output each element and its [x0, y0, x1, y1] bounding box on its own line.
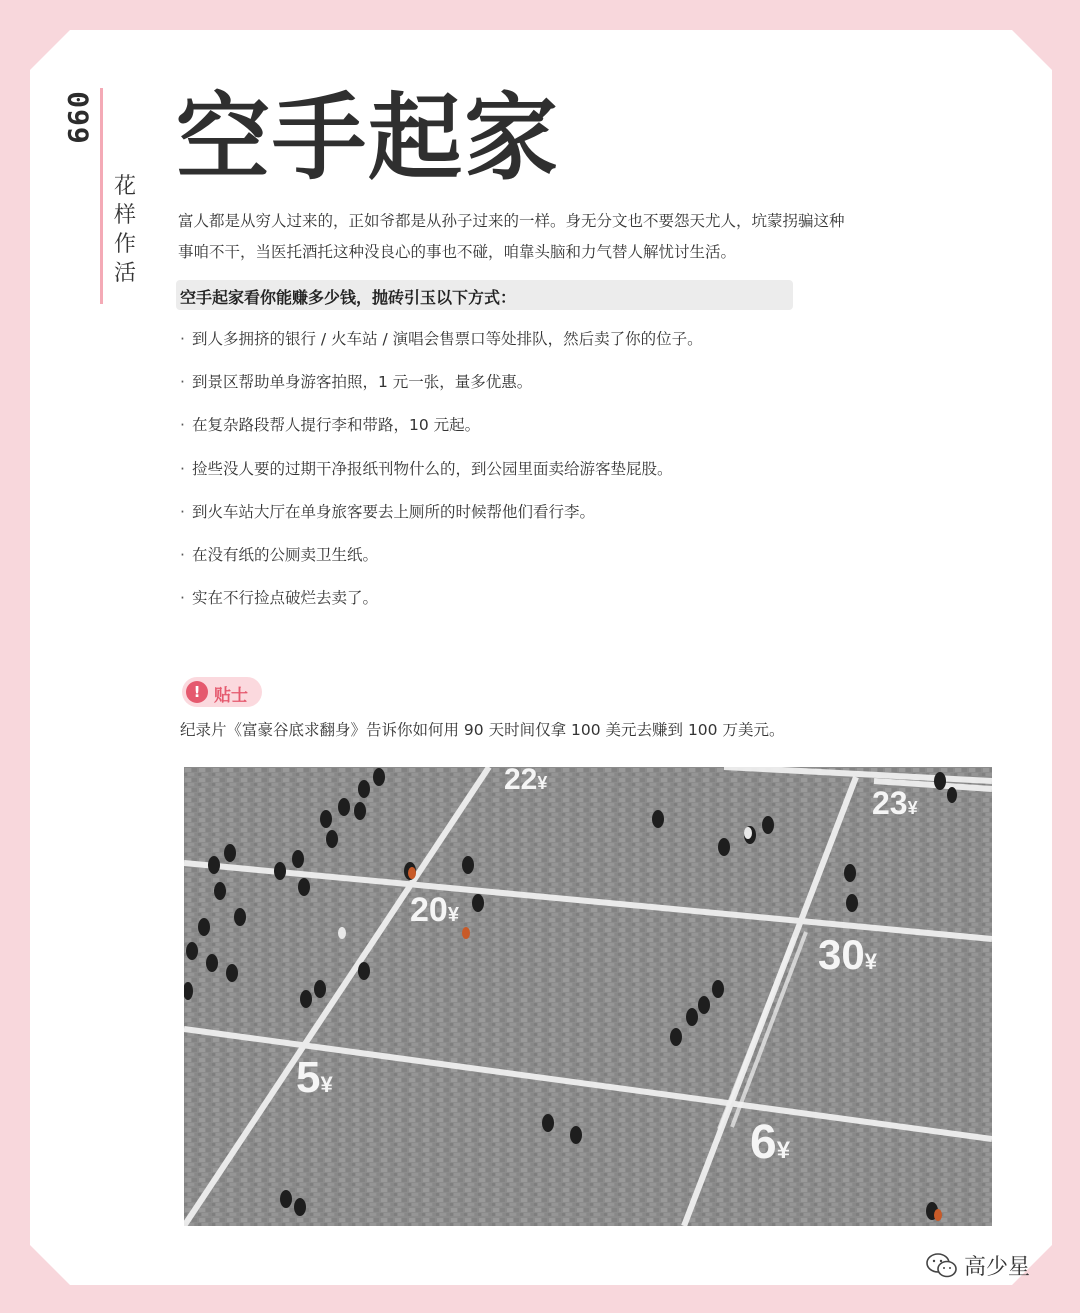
price-label: 6¥ [750, 1116, 791, 1169]
vertical-divider [100, 88, 103, 304]
price-label: 30¥ [818, 931, 877, 978]
pedestrians [184, 767, 992, 1226]
bullet-icon: · [180, 373, 185, 392]
bullet-icon: · [180, 589, 185, 608]
list-item: · 在没有纸的公厕卖卫生纸。 [180, 542, 703, 585]
price-label: 20¥ [410, 891, 459, 929]
page-title: 空手起家 [176, 84, 561, 193]
tip-text: 纪录片《富豪谷底求翻身》告诉你如何用 90 天时间仅拿 100 美元去赚到 100 万美元。 [180, 721, 785, 739]
page-number: 099 [61, 91, 95, 145]
price-label: 22¥ [504, 767, 548, 796]
wechat-icon [926, 1252, 958, 1280]
subhead-text: 空手起家看你能赚多少钱，抛砖引玉以下方式： [180, 288, 517, 307]
plaza-photo [184, 767, 992, 1226]
bullet-icon: · [180, 502, 185, 521]
intro-line: 富人都是从穷人过来的，正如爷都是从孙子过来的一样。身无分文也不要怨天尤人，坑蒙拐骗这种 [178, 212, 845, 230]
subhead-box [176, 280, 793, 310]
intro-line: 事咱不干，当医托酒托这种没良心的事也不碰，咱靠头脑和力气替人解忧讨生活。 [178, 243, 737, 261]
list-item: · 到人多拥挤的银行 / 火车站 / 演唱会售票口等处排队，然后卖了你的位子。 [180, 326, 703, 369]
intro-paragraph [178, 206, 898, 268]
tip-label: 贴士 [214, 686, 248, 706]
list-item: · 到火车站大厅在单身旅客要去上厕所的时候帮他们看行李。 [180, 499, 703, 542]
bullet-icon: · [180, 545, 185, 564]
method-list [180, 326, 703, 628]
bullet-icon: · [180, 416, 185, 435]
list-item: · 捡些没人要的过期干净报纸刊物什么的，到公园里面卖给游客垫屁股。 [180, 456, 703, 499]
bullet-icon: · [180, 330, 185, 348]
list-item: · 在复杂路段帮人提行李和带路，10 元起。 [180, 412, 703, 455]
watermark-text: 高少星 [964, 1255, 1031, 1280]
price-label: 5¥ [296, 1053, 333, 1102]
list-item: · 实在不行捡点破烂去卖了。 [180, 585, 703, 628]
exclamation-icon: ! [186, 681, 208, 703]
bullet-icon: · [180, 459, 185, 478]
list-item: · 到景区帮助单身游客拍照，1 元一张，量多优惠。 [180, 369, 703, 412]
tip-badge [182, 677, 262, 707]
section-label: 花样作活 [113, 174, 136, 286]
price-label: 23¥ [872, 785, 918, 821]
